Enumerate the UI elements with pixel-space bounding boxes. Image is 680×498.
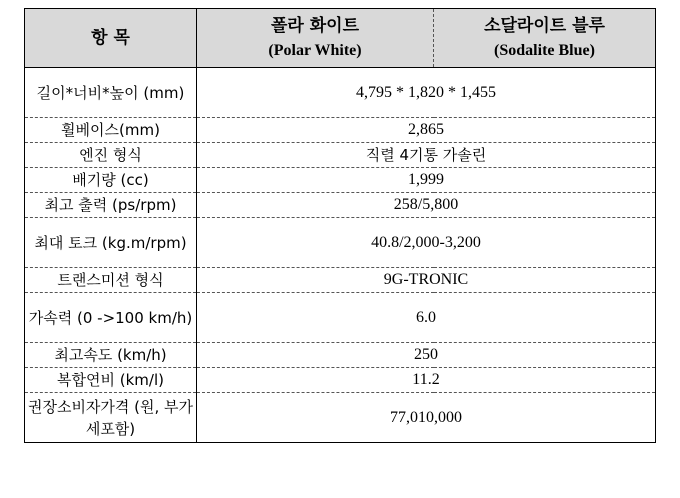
- header-polar-white: 폴라 화이트 (Polar White): [197, 9, 434, 68]
- row-value-engine: 직렬 4기통 가솔린: [197, 143, 656, 168]
- table-row: [25, 218, 656, 268]
- header-row: [25, 9, 656, 68]
- row-value-fuel-economy: 11.2: [197, 368, 656, 393]
- table-row: [25, 268, 656, 293]
- row-label-wheelbase: 휠베이스(mm): [25, 118, 197, 143]
- row-label-dimensions: 길이*너비*높이 (mm): [25, 68, 197, 118]
- row-value-wheelbase: 2,865: [197, 118, 656, 143]
- row-label-acceleration: 가속력 (0 ->100 km/h): [25, 293, 197, 343]
- row-value-displacement: 1,999: [197, 168, 656, 193]
- table-row: [25, 118, 656, 143]
- row-label-fuel-economy: 복합연비 (km/l): [25, 368, 197, 393]
- header-item: 항 목: [25, 9, 197, 68]
- table-row: [25, 293, 656, 343]
- spec-table: [24, 8, 656, 443]
- row-label-transmission: 트랜스미션 형식: [25, 268, 197, 293]
- row-label-price: 권장소비자가격 (원, 부가세포함): [25, 393, 197, 443]
- row-value-price: 77,010,000: [197, 393, 656, 443]
- table-row: [25, 193, 656, 218]
- row-label-max-power: 최고 출력 (ps/rpm): [25, 193, 197, 218]
- row-value-max-torque: 40.8/2,000-3,200: [197, 218, 656, 268]
- row-value-acceleration: 6.0: [197, 293, 656, 343]
- table-row: [25, 393, 656, 443]
- header-sodalite-blue: 소달라이트 블루 (Sodalite Blue): [434, 9, 656, 68]
- row-value-max-power: 258/5,800: [197, 193, 656, 218]
- table-row: [25, 343, 656, 368]
- row-value-top-speed: 250: [197, 343, 656, 368]
- row-label-max-torque: 최대 토크 (kg.m/rpm): [25, 218, 197, 268]
- row-label-displacement: 배기량 (cc): [25, 168, 197, 193]
- table-row: [25, 168, 656, 193]
- row-value-transmission: 9G-TRONIC: [197, 268, 656, 293]
- table-row: [25, 143, 656, 168]
- table-row: [25, 368, 656, 393]
- table-row: [25, 68, 656, 118]
- row-value-dimensions: 4,795 * 1,820 * 1,455: [197, 68, 656, 118]
- row-label-top-speed: 최고속도 (km/h): [25, 343, 197, 368]
- row-label-engine: 엔진 형식: [25, 143, 197, 168]
